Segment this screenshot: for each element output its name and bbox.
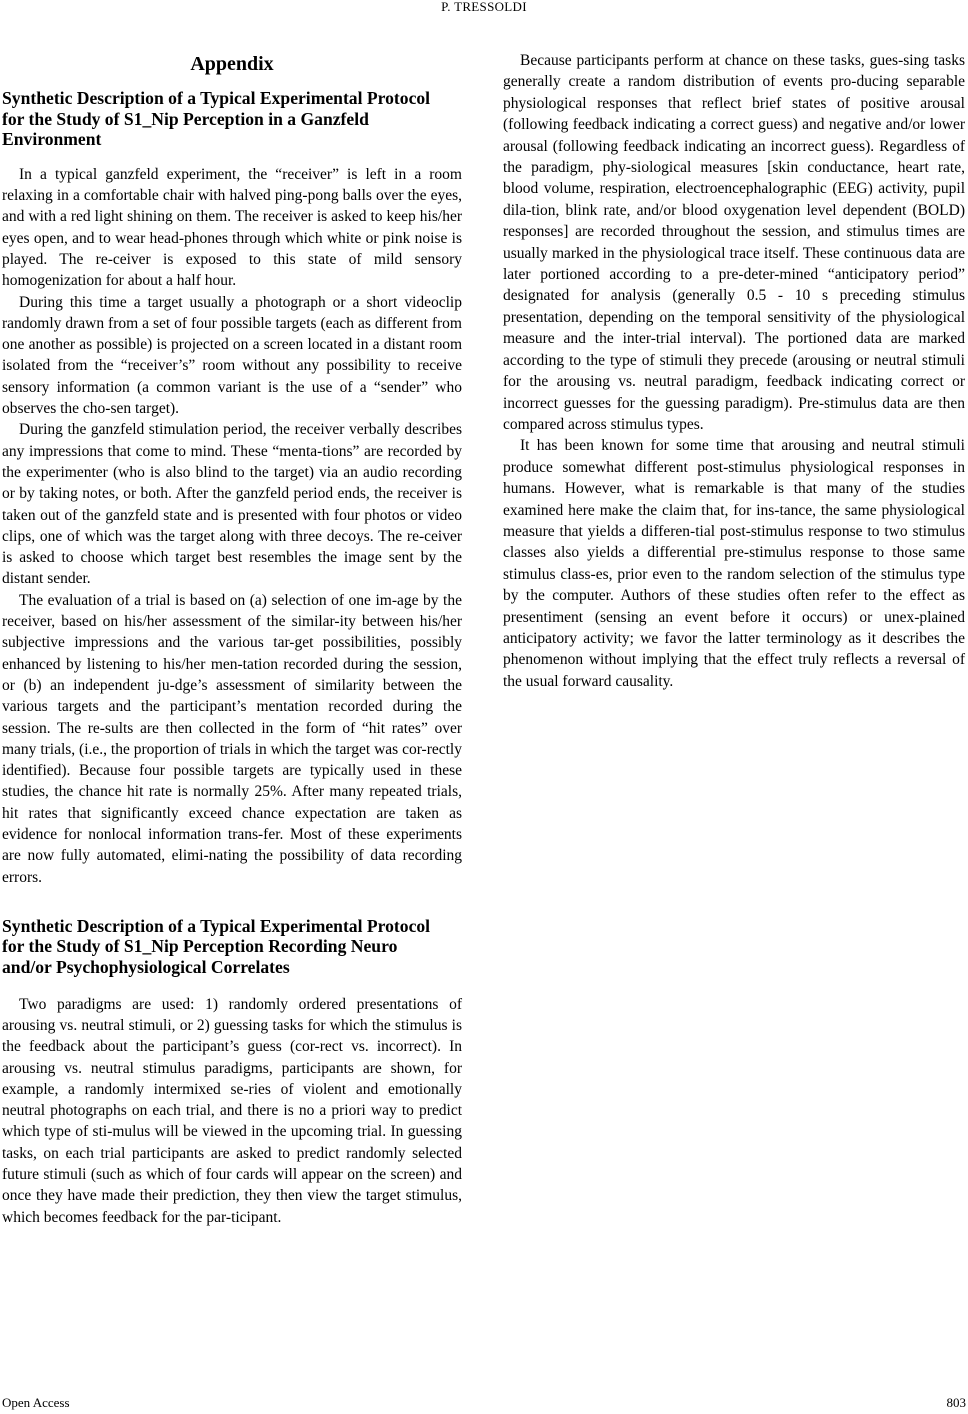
right-column	[503, 50, 965, 692]
section-1-paragraph: During the ganzfeld stimulation period, the receiver verbally describes any impressions that come to mind. These “menta-tions” are recorded by the experimenter (who is also blind to the target) via an audio recording or by taking notes, or both. After the ganzfeld period ends, the receiver is taken out of the ganzfeld state and is presented with four photos or video clips, one of which was the target along with three decoys. The re-ceiver is asked to choose which target best resembles the image sent by the distant sender.	[2, 421, 462, 588]
section-1-paragraph: During this time a target usually a photograph or a short videoclip randomly drawn from a set of four possible targets (each as different from one another as possible) is projected on a screen located in a distant room isolated from the “receiver’s” room without any possibility to receive sensory information (a common variant is the use of a “sender” who observes the cho-sen target).	[2, 293, 462, 418]
right-paragraph: It has been known for some time that arousing and neutral stimuli produce somewhat different post-stimulus physiological responses in humans. However, what is remarkable is that many of the studies examined here make the claim that, for ins-tance, the same physiological measure that yields a differen-tial post-stimulus response to two stimulus classes also yields a differential pre-stimulus response to those same stimulus class-es, prior even to the random selection of the stimulus type by the computer. Authors of these studies often refer to the effect as presentiment (sensing an event before it occurs) or unex-plained anticipatory activity; we favor the latter terminology as it describes the phenomenon without implying that the effect truly reflects a reversal of the usual forward causality.	[503, 437, 965, 690]
right-paragraph: Because participants perform at chance on these tasks, gues-sing tasks generally create a random distribution of events pro-ducing separable physiological responses that reflect brief states of positive arousal (following feedback indicating a correct guess) and negative and/or lower arousal (following feedback indicating an incorrect guess). Regardless of the paradigm, phy-siological measures [skin conductance, heart rate, blood volume, respiration, electroencephalographic (EEG) activity, pupil dila-tion, blink rate, and/or blood oxygenation level dependent (BOLD) responses] are recorded throughout the session, and stimulus times are usually marked in the physiological trace itself. These continuous data are later portioned according to a pre-deter-mined “anticipatory period” designated for analysis (generally 0.5 - 10 s preceding stimulus presentation, depending on the temporal sensitivity of the physiological measure and the inter-trial interval). The portioned data are marked according to the type of stimuli they precede (arousing or neutral stimuli for the arousing vs. neutral paradigm, feedback indicating correct or incorrect guesses for the guessing paradigm). Pre-stimulus data are then compared across stimulus types.	[503, 52, 965, 433]
left-column	[2, 48, 462, 1228]
section-1-paragraph: The evaluation of a trial is based on (a) selection of one im-age by the receiver, based on his/her assessment of the similar-ity between his/her subjective impressions and the various tar-get possibilities, possibly enhanced by listening to his/her men-tation recorded during the session, or (b) an independent ju-dge’s assessment of similarity between the various targets and the participant’s mentation recorded during the session. The re-sults are then collected in the form of “hit rates” over many trials, (i.e., the proportion of trials in which the target was cor-rectly identified). Because four possible targets are typically used in these studies, the chance hit rate is normally 25%. After many repeated trials, hit rates that significantly exceed chance expectation are taken as evidence for nonlocal information trans-fer. Most of these experiments are now fully automated, elimi-nating the possibility of data recording errors.	[2, 591, 462, 886]
section-2-title: Synthetic Description of a Typical Experimental Protocol for the Study of S1_Nip Perception Recording Neuro and/or Psychophysiological Correlates	[2, 915, 431, 978]
running-header: P. TRESSOLDI	[441, 0, 527, 14]
appendix-title: Appendix	[190, 53, 274, 75]
footer-open-access: Open Access	[2, 1395, 70, 1410]
page-number: 803	[946, 1395, 966, 1410]
section-1-paragraph: In a typical ganzfeld experiment, the “receiver” is left in a room relaxing in a comfortable chair with halved ping-pong balls over the eyes, and with a red light shining on them. The receiver is asked to keep his/her eyes open, and to wear head-phones through which white or pink noise is played. The re-ceiver is exposed to this state of mild sensory homogenization for about a half hour.	[2, 165, 462, 290]
section-2-paragraph: Two paradigms are used: 1) randomly ordered presentations of arousing vs. neutral stimuli, or 2) guessing tasks for which the stimulus is the feedback about the participant’s guess (cor-rect vs. incorrect). In arousing vs. neutral stimulus paradigms, participants are shown, for example, a randomly intermixed se-ries of violent and emotionally neutral photographs on each trial, and there is no a priori way to predict which type of sti-mulus will be viewed in the upcoming trial. In guessing tasks, on each trial participants are asked to predict randomly selected future stimuli (such as which of four cards will appear on the screen) and once they have made their prediction, they then view the target stimulus, which becomes feedback for the par-ticipant.	[2, 995, 462, 1226]
section-1-title: Synthetic Description of a Typical Experimental Protocol for the Study of S1_Nip Perception in a Ganzfeld Environment	[2, 88, 431, 150]
